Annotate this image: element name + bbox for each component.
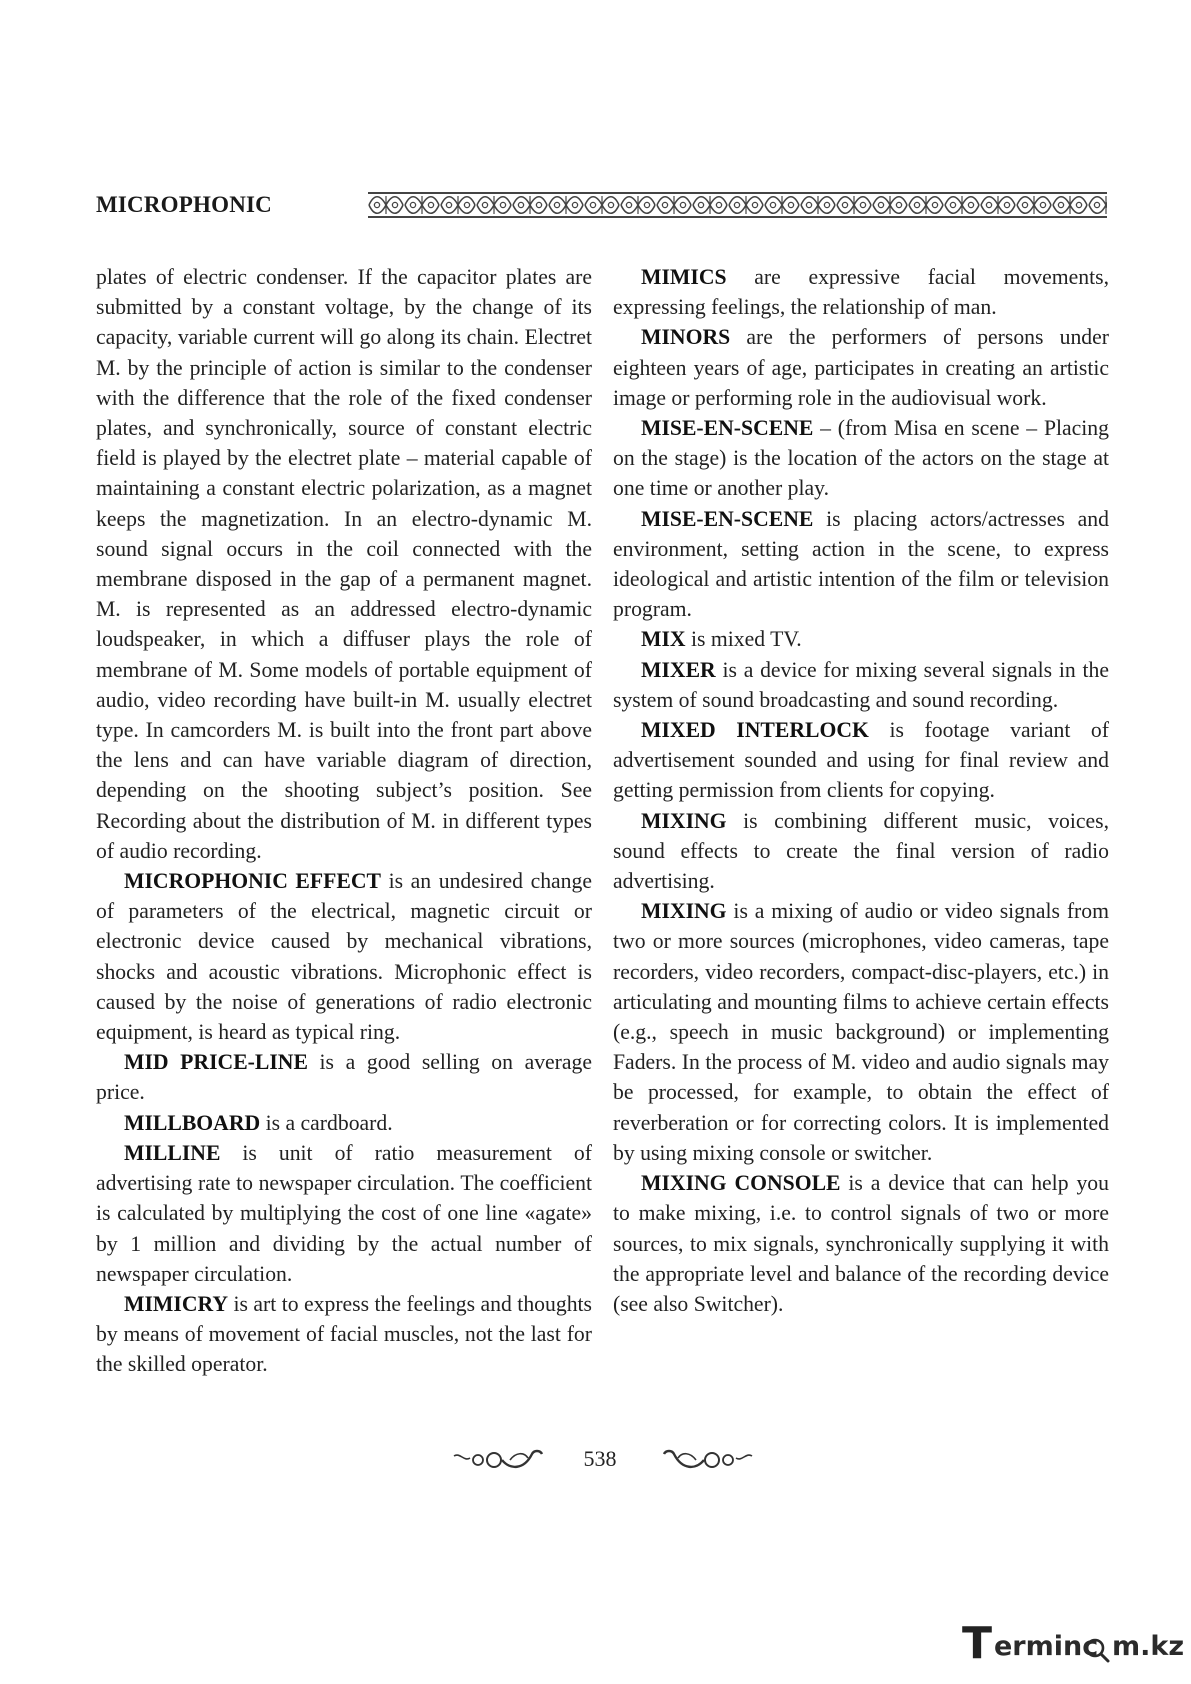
entry-definition: is a device that can help you to make mixing, i.e. to control signals of two or more sources, to mix signals, synchronically supplying it with the appropriate level and balance of the recording device (see also Switcher). — [613, 1171, 1109, 1316]
entry-definition: – (from Misa en scene – Placing on the stage) is the location of the actors on the stage at one time or another play. — [613, 416, 1109, 501]
entry-term: MIXED INTERLOCK — [641, 718, 869, 743]
dictionary-entry — [613, 322, 1109, 413]
watermark-text-part2: m.kz — [1112, 1631, 1185, 1662]
entry-term: MILLBOARD — [124, 1110, 261, 1135]
entry-definition: is a device for mixing several signals in the system of sound broadcasting and sound recording. — [613, 657, 1109, 712]
entry-definition: is mixed TV. — [685, 627, 802, 652]
left-column — [96, 262, 592, 1380]
dictionary-entry — [613, 624, 1109, 654]
watermark-text-part1: erminc — [994, 1631, 1099, 1662]
entry-definition: plates of electric condenser. If the capacitor plates are submitted by a constant voltage, by the change of its capacity, variable current will go along its chain. Electret M. by the principle of action is similar to the condenser with the difference that the role of the fixed condenser plates, and synchronically, source of constant electric field is played by the electret plate – material capable of maintaining a constant electric polarization, as a magnet keeps the magnetization. In an electro-dynamic M. sound signal occurs in the coil connected with the membrane disposed in the gap of a permanent magnet. M. is represented as an addressed electro-dynamic loudspeaker, in which a diffuser plays the role of membrane of M. Some models of portable equipment of audio, video recording have built-in M. usually electret type. In camcorders M. is built into the front part above the lens and can have variable diagram of direction, depending on the shooting subject’s position. See Recording about the distribution of M. in different types of audio recording. — [96, 265, 592, 863]
site-watermark — [962, 1618, 1185, 1669]
entry-term: MIX — [641, 627, 686, 652]
entry-term: MIMICRY — [124, 1291, 229, 1316]
entry-definition: are expressive facial movements, expressing feelings, the relationship of man. — [613, 265, 1109, 320]
scroll-ornament-right-icon — [660, 1446, 756, 1474]
entry-term: MINORS — [641, 325, 731, 350]
dictionary-entry — [96, 262, 592, 866]
dictionary-entry — [96, 1138, 592, 1289]
dictionary-entry — [613, 262, 1109, 322]
entry-term: MISE-EN-SCENE — [641, 416, 814, 441]
watermark-logo-letter: T — [962, 1618, 993, 1669]
magnifier-icon — [1083, 1636, 1111, 1664]
entry-term: MISE-EN-SCENE — [641, 506, 814, 531]
entry-term: MIXING CONSOLE — [641, 1171, 841, 1196]
entry-definition: is unit of ratio measurement of advertising rate to newspaper circulation. The coefficient is calculated by multiplying the cost of one line «agate» by 1 million and dividing by the actual number of newspaper circulation. — [96, 1140, 592, 1286]
page-number: 538 — [583, 1446, 617, 1471]
entry-definition: is art to express the feelings and thoughts by means of movement of facial muscles, not the last for the skilled operator. — [96, 1291, 592, 1377]
entry-definition: is footage variant of advertisement sounded and using for final review and getting permission from clients for copying. — [613, 718, 1109, 803]
entry-term: MIMICS — [641, 265, 727, 289]
entry-term: MIXER — [641, 657, 716, 682]
dictionary-entry — [96, 1047, 592, 1107]
dictionary-entry — [613, 1168, 1109, 1319]
ornamental-border-icon — [368, 190, 1107, 220]
right-column — [613, 262, 1109, 1319]
entry-definition: is a mixing of audio or video signals from two or more sources (microphones, video cameras, tape recorders, video recorders, compact-disc-players, etc.) in articulating and mounting films to achieve certain effects (e.g., speech in music background) or implementing Faders. In the process of M. video and audio signals may be processed, for example, to obtain the effect of reverberation or for correcting colors. It is implemented by using mixing console or switcher. — [613, 899, 1109, 1165]
dictionary-entry — [96, 866, 592, 1047]
entry-term: MILLINE — [124, 1140, 221, 1165]
entry-definition: is a cardboard. — [260, 1110, 393, 1135]
page-footer — [0, 1444, 1191, 1478]
entry-term: MID PRICE-LINE — [124, 1050, 308, 1075]
entry-term: MIXING — [641, 899, 727, 924]
entry-term: MICROPHONIC EFFECT — [124, 869, 381, 894]
dictionary-entry — [613, 504, 1109, 625]
entry-definition: is placing actors/actresses and environment, setting action in the scene, to express ideological and artistic intention of the film or television program. — [613, 506, 1109, 622]
dictionary-entry — [613, 806, 1109, 897]
dictionary-entry — [96, 1289, 592, 1380]
dictionary-entry — [613, 896, 1109, 1168]
dictionary-entry — [613, 655, 1109, 715]
dictionary-entry — [613, 715, 1109, 806]
entry-definition: is an undesired change of parameters of the electrical, magnetic circuit or electronic device caused by mechanical vibrations, shocks and acoustic vibrations. Microphonic effect is caused by the noise of generations of radio electronic equipment, is heard as typical ring. — [96, 869, 592, 1045]
dictionary-entry — [613, 413, 1109, 504]
entry-definition: is a good selling on average price. — [96, 1050, 592, 1105]
dictionary-entry — [96, 1108, 592, 1138]
entry-definition: is combining different music, voices, sound effects to create the final version of radio advertising. — [613, 808, 1109, 894]
running-head: MICROPHONIC — [96, 192, 272, 217]
page-header — [96, 188, 1107, 224]
scroll-ornament-left-icon — [450, 1446, 546, 1474]
entry-definition: are the performers of persons under eighteen years of age, participates in creating an artistic image or performing role in the audiovisual work. — [613, 325, 1109, 410]
entry-term: MIXING — [641, 808, 727, 833]
